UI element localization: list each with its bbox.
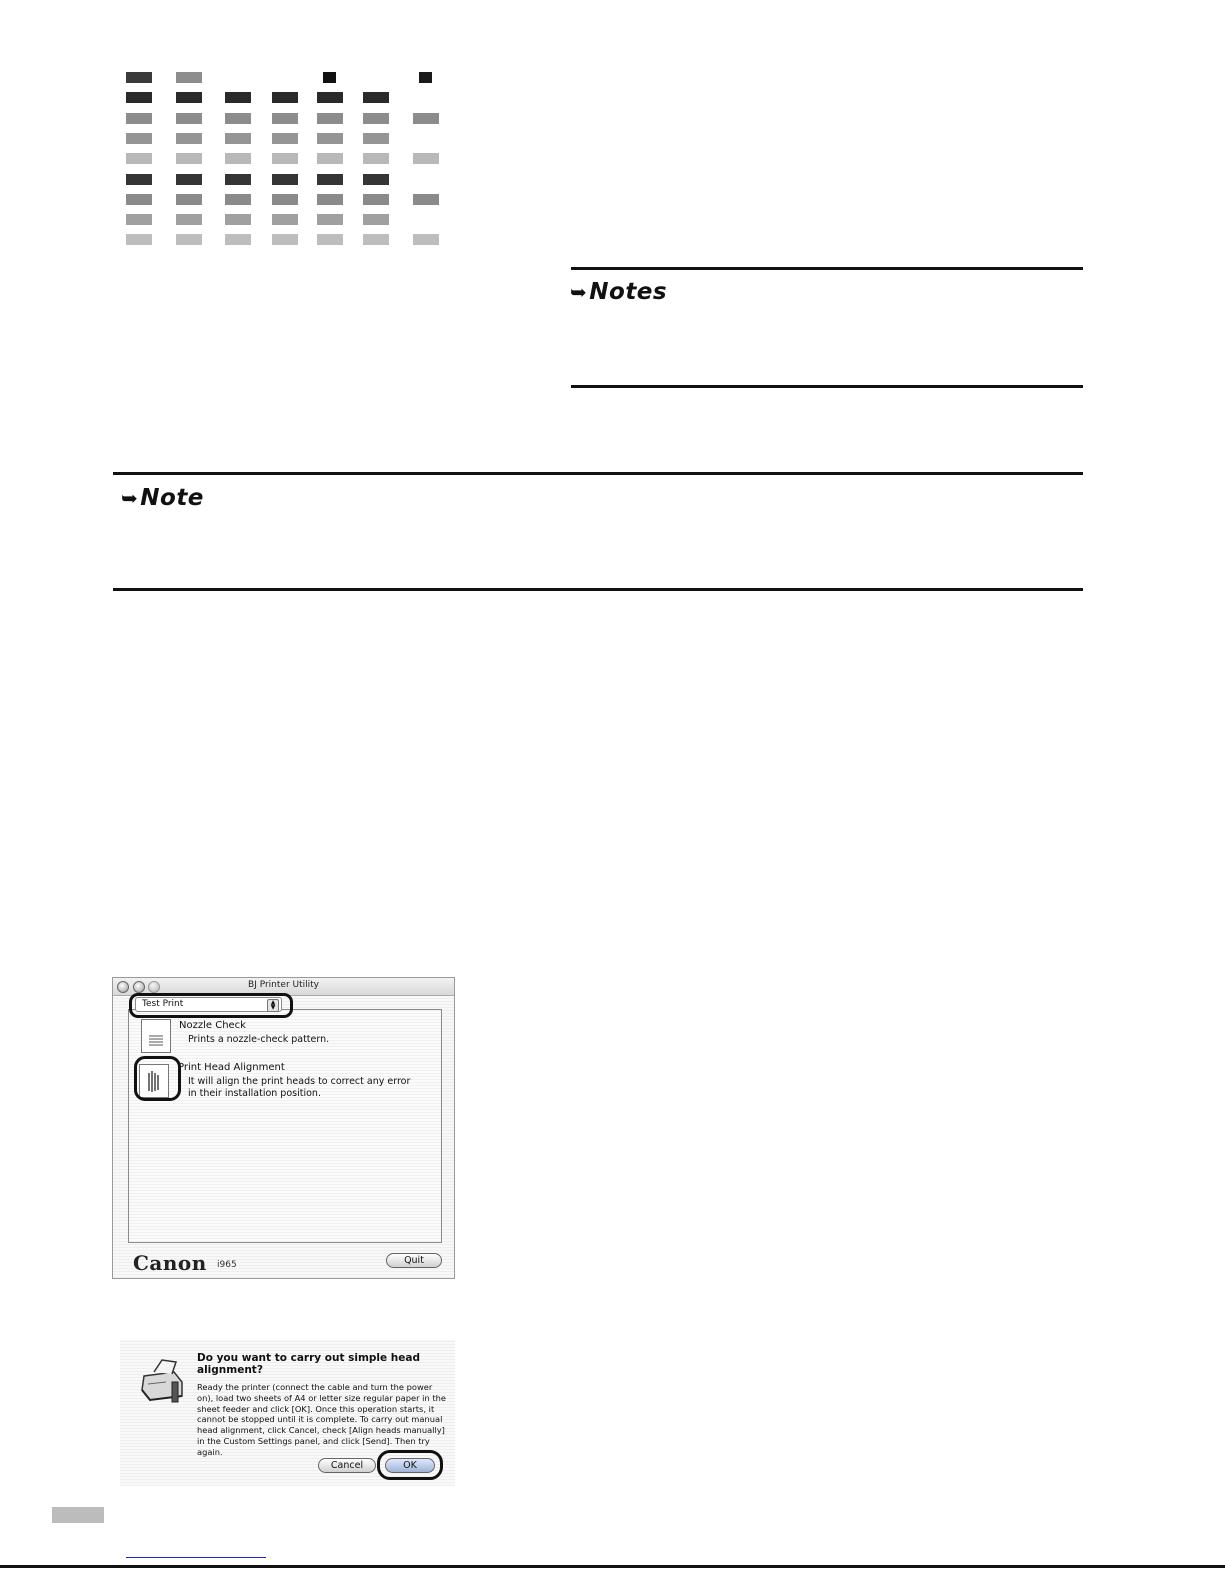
nozzle-pattern-block (413, 234, 439, 245)
nozzle-pattern-block (126, 92, 152, 103)
nozzle-pattern-block (363, 194, 389, 205)
nozzle-pattern-block (272, 153, 298, 164)
alignment-icon-highlight-oval (134, 1056, 181, 1101)
nozzle-pattern-block (413, 153, 439, 164)
ok-highlight-oval (377, 1450, 443, 1480)
nozzle-pattern-block (126, 174, 152, 185)
nozzle-pattern-block (225, 194, 251, 205)
nozzle-check-title[interactable]: Nozzle Check (179, 1020, 246, 1031)
nozzle-pattern-block (126, 234, 152, 245)
quit-button[interactable]: Quit (386, 1253, 442, 1268)
menu-highlight-oval (129, 993, 293, 1018)
page-number-tab (52, 1507, 104, 1523)
cancel-button[interactable]: Cancel (318, 1458, 376, 1473)
nozzle-pattern-block (176, 113, 202, 124)
nozzle-pattern-block (272, 174, 298, 185)
nozzle-pattern-block (272, 133, 298, 144)
note-bottom-rule (113, 588, 1083, 591)
arrow-icon: ➥ (121, 486, 139, 510)
nozzle-pattern-block (363, 113, 389, 124)
footer-rule (0, 1565, 1225, 1568)
notes-title: Notes (589, 279, 668, 305)
note-title: Note (140, 485, 204, 511)
nozzle-pattern-block (272, 214, 298, 225)
arrow-icon: ➥ (570, 280, 588, 304)
print-head-alignment-title[interactable]: Print Head Alignment (178, 1062, 285, 1073)
print-head-alignment-description-line-2: in their installation position. (188, 1088, 321, 1099)
note-top-rule (113, 472, 1083, 475)
nozzle-pattern-block (272, 234, 298, 245)
notes-bottom-rule (571, 385, 1083, 388)
nozzle-pattern-block (126, 72, 152, 83)
nozzle-pattern-block (176, 234, 202, 245)
nozzle-check-pattern (120, 60, 450, 255)
nozzle-pattern-block (363, 92, 389, 103)
nozzle-pattern-block (176, 194, 202, 205)
nozzle-pattern-block (176, 214, 202, 225)
function-list-panel (128, 1009, 442, 1243)
nozzle-pattern-block (363, 153, 389, 164)
nozzle-pattern-block (176, 72, 202, 83)
nozzle-pattern-block (225, 234, 251, 245)
nozzle-pattern-block (317, 153, 343, 164)
printer-model-label: i965 (217, 1260, 237, 1270)
nozzle-pattern-block (225, 214, 251, 225)
nozzle-pattern-block (176, 153, 202, 164)
nozzle-pattern-block (363, 234, 389, 245)
popup-arrows-icon: ▲ ▼ (267, 999, 279, 1012)
note-heading (121, 485, 204, 511)
nozzle-pattern-block (126, 214, 152, 225)
nozzle-pattern-block (176, 174, 202, 185)
nozzle-pattern-block (272, 92, 298, 103)
nozzle-check-description: Prints a nozzle-check pattern. (188, 1034, 330, 1045)
nozzle-pattern-block (126, 133, 152, 144)
nozzle-pattern-block (317, 174, 343, 185)
printer-icon (136, 1356, 188, 1408)
notes-heading (570, 279, 667, 305)
nozzle-pattern-block (419, 72, 432, 83)
nozzle-pattern-block (317, 214, 343, 225)
dialog-body-text: Ready the printer (connect the cable and turn the power on), load two sheets of A4 or letter size regular paper in the sheet feeder and click [OK]. Once this operation starts, it cannot be stopped until it is complete. To carry out manual head alignment, click Cancel, check [Align heads manually] in the Custom Settings panel, and click [Send]. Then try again. (197, 1382, 446, 1457)
nozzle-pattern-block (126, 194, 152, 205)
nozzle-pattern-block (413, 194, 439, 205)
notes-top-rule (571, 267, 1083, 270)
nozzle-check-icon[interactable] (141, 1019, 171, 1053)
nozzle-pattern-block (317, 92, 343, 103)
nozzle-pattern-block (225, 92, 251, 103)
nozzle-pattern-block (225, 113, 251, 124)
footer-link-underline[interactable] (126, 1557, 266, 1558)
nozzle-pattern-block (126, 153, 152, 164)
nozzle-pattern-block (225, 174, 251, 185)
nozzle-pattern-block (225, 133, 251, 144)
nozzle-pattern-block (126, 113, 152, 124)
nozzle-pattern-block (323, 72, 336, 83)
nozzle-pattern-block (317, 194, 343, 205)
nozzle-pattern-block (317, 133, 343, 144)
nozzle-pattern-block (272, 113, 298, 124)
print-head-alignment-description-line-1: It will align the print heads to correct any error (188, 1076, 411, 1087)
head-alignment-confirm-dialog (120, 1340, 455, 1486)
ok-button[interactable]: OK (385, 1458, 435, 1473)
nozzle-pattern-block (317, 234, 343, 245)
bj-printer-utility-window (112, 977, 455, 1279)
nozzle-pattern-block (413, 113, 439, 124)
window-title: BJ Printer Utility (248, 980, 319, 990)
dialog-heading: Do you want to carry out simple head alignment? (197, 1352, 421, 1376)
nozzle-pattern-block (363, 133, 389, 144)
nozzle-pattern-block (363, 174, 389, 185)
nozzle-pattern-block (225, 153, 251, 164)
nozzle-pattern-block (317, 113, 343, 124)
nozzle-pattern-block (176, 92, 202, 103)
canon-logo: Canon (133, 1251, 207, 1275)
nozzle-pattern-block (272, 194, 298, 205)
nozzle-pattern-block (363, 214, 389, 225)
nozzle-pattern-block (176, 133, 202, 144)
function-menu-value: Test Print (142, 999, 184, 1009)
